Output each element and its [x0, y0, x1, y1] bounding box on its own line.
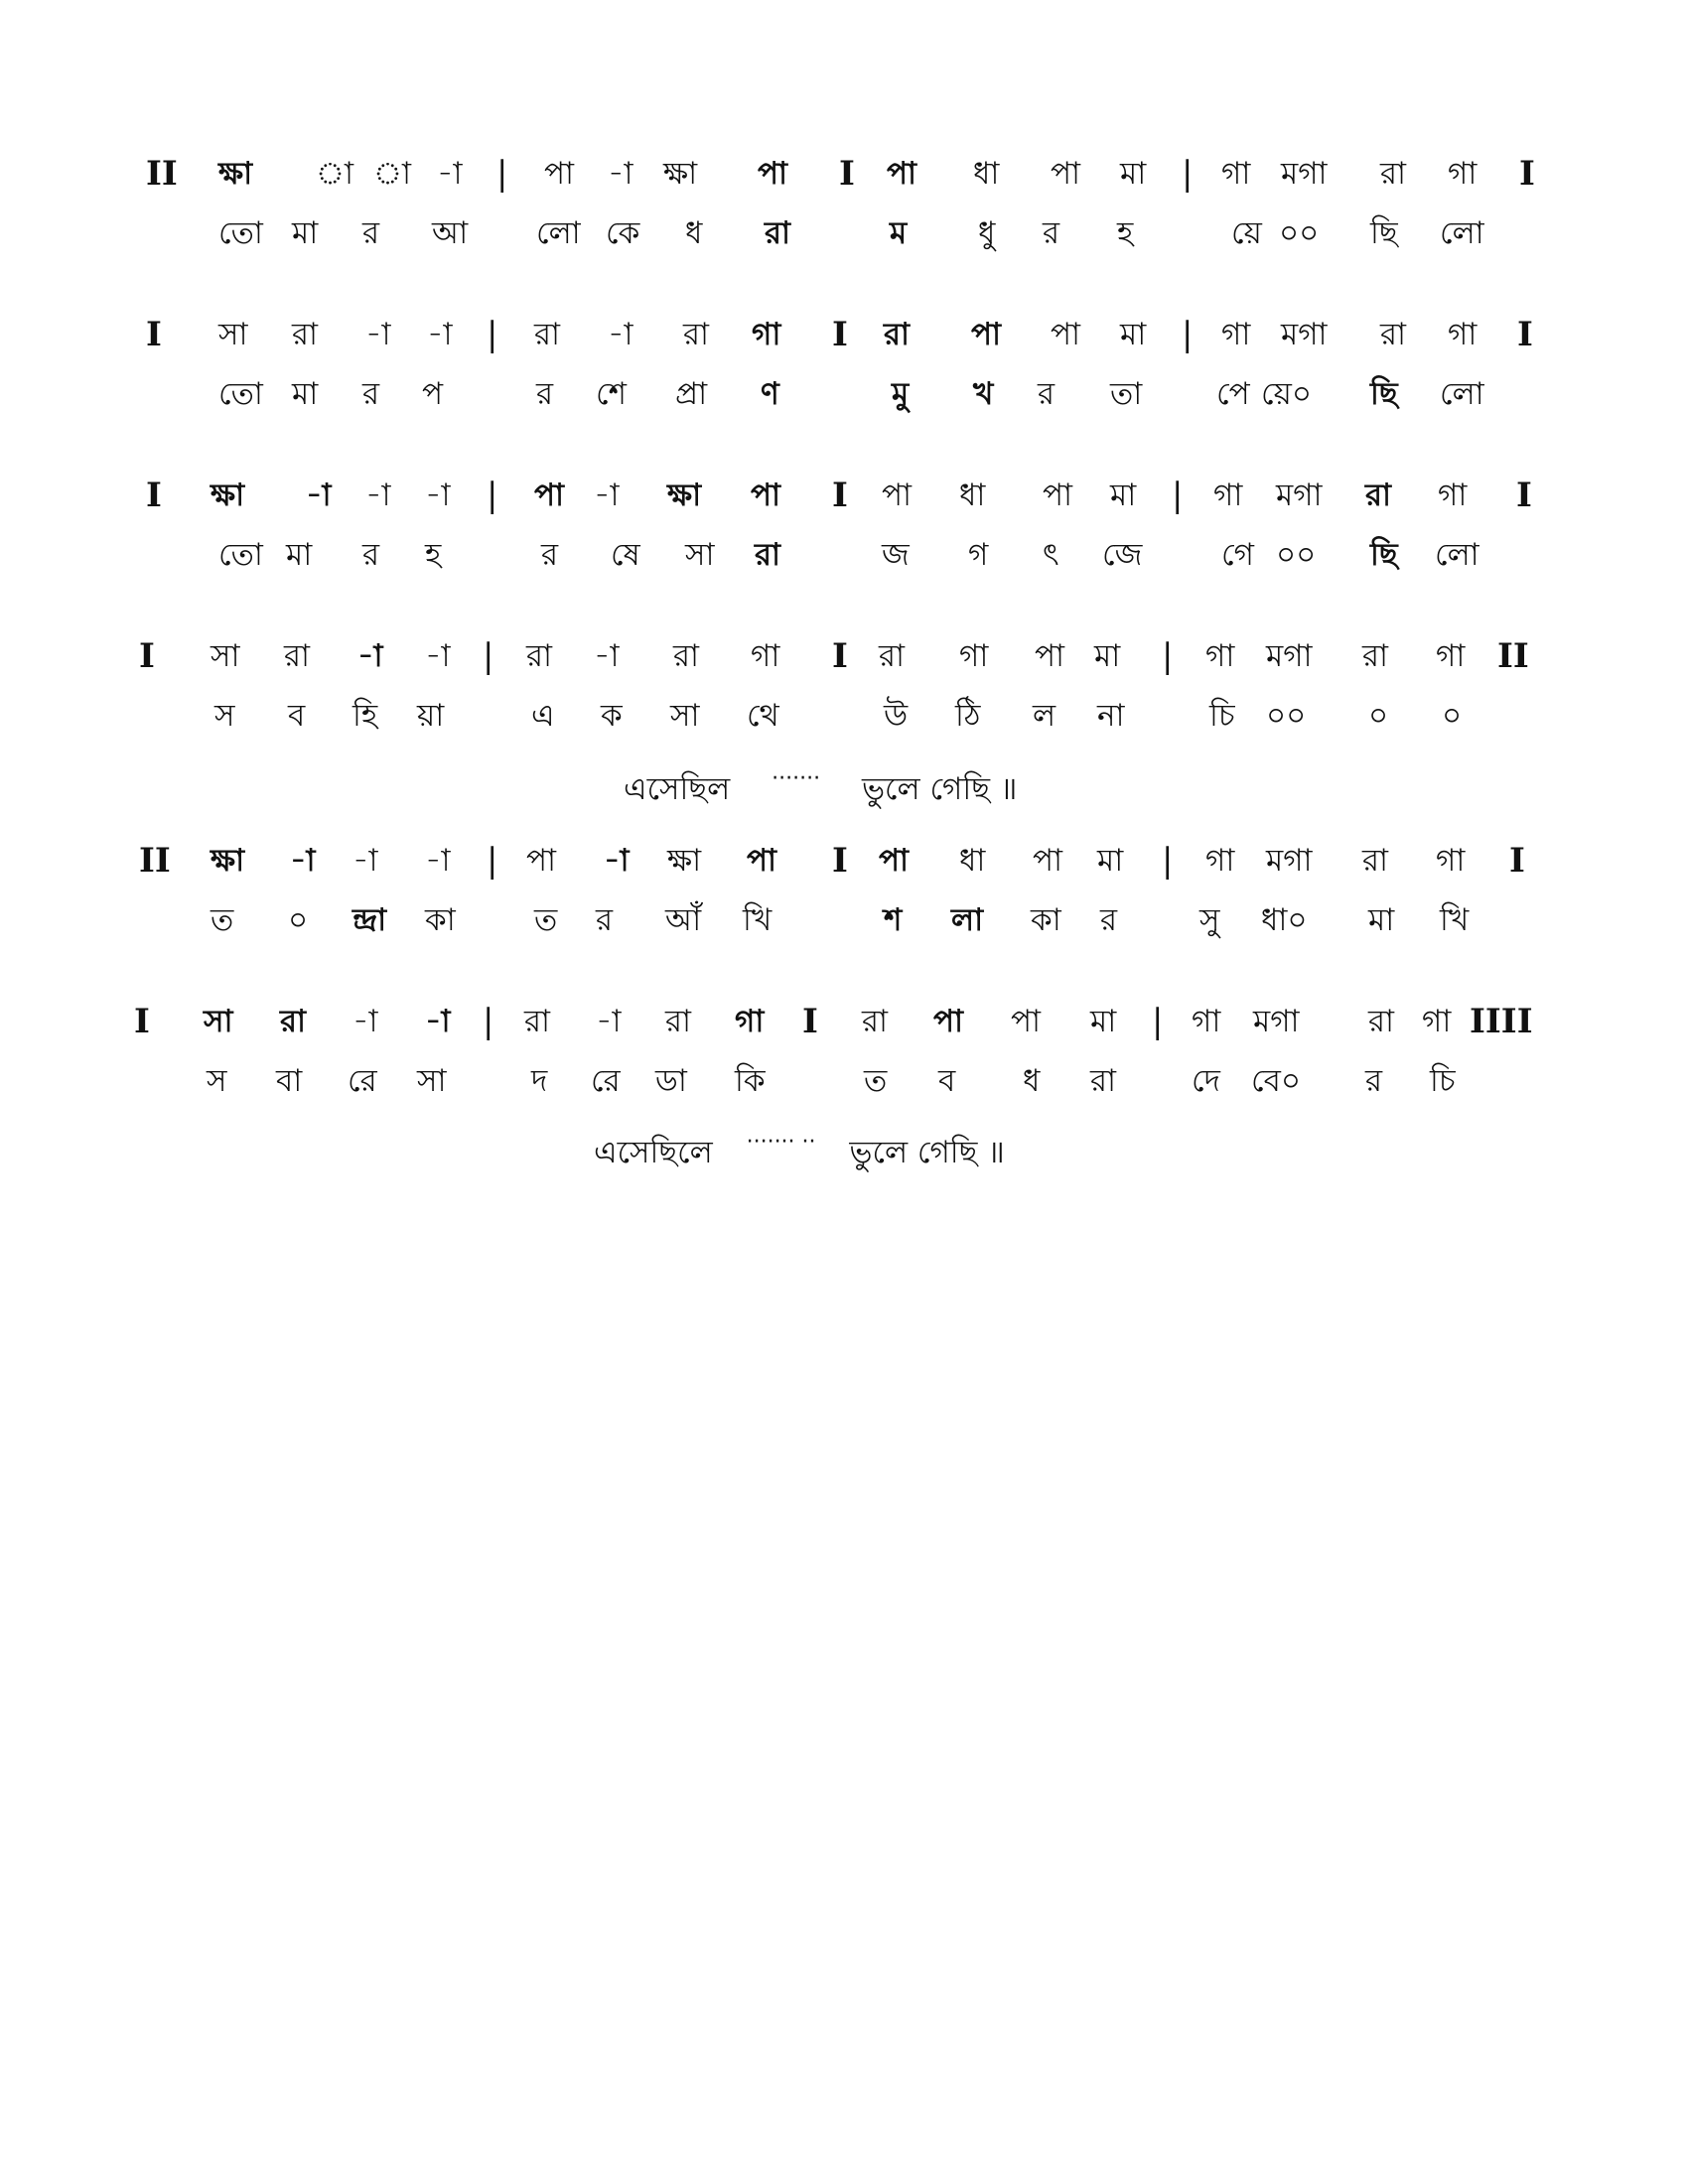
syllable: য়া — [417, 698, 445, 734]
note: মা — [1110, 478, 1137, 513]
note: মগা — [1266, 843, 1313, 879]
syllable: খ — [973, 376, 994, 412]
syllable: র — [1100, 902, 1118, 938]
syllable: আঁ — [665, 902, 702, 938]
syllable: ল — [1033, 698, 1056, 734]
note: -া — [608, 156, 633, 192]
note: রা — [1362, 638, 1389, 674]
note: পা — [971, 317, 1002, 352]
note: পা — [887, 156, 917, 192]
syllable: তো — [218, 537, 263, 573]
note: পা — [751, 478, 781, 513]
note: -া — [427, 317, 453, 352]
note: ক্ষা — [218, 156, 253, 192]
note: রা — [526, 638, 553, 674]
bar-line: | — [483, 1002, 494, 1041]
note: রা — [683, 317, 710, 352]
note: সা — [204, 1004, 233, 1039]
syllable: সু — [1199, 902, 1220, 938]
note: ক্ষা — [667, 478, 702, 513]
bar-symbol: I — [1519, 154, 1535, 194]
syllable: থে — [747, 698, 779, 734]
syllable: র — [362, 376, 380, 412]
note: সা — [218, 317, 248, 352]
bar-symbol: IIII — [1470, 1002, 1533, 1041]
note: পা — [526, 843, 557, 879]
syllable: ০০ — [1266, 698, 1307, 734]
note: -া — [425, 638, 451, 674]
note: গা — [1213, 478, 1243, 513]
syllable: র — [596, 902, 614, 938]
syllable: জে — [1102, 537, 1143, 573]
syllable: ক — [601, 698, 623, 734]
syllable: রে — [591, 1063, 621, 1099]
syllable: বা — [276, 1063, 303, 1099]
note: ক্ষা — [663, 156, 698, 192]
syllable: মা — [292, 215, 319, 251]
note: -া — [604, 843, 630, 879]
syllable: য়ে — [1231, 215, 1262, 251]
note: পা — [758, 156, 788, 192]
syllable: ধ — [1023, 1063, 1041, 1099]
syllable: ছি — [1370, 376, 1398, 412]
syllable: জ — [882, 537, 910, 573]
note: সা — [211, 638, 240, 674]
syllable: র — [362, 537, 380, 573]
syllable: ছি — [1370, 537, 1398, 573]
syllable: স — [207, 1063, 227, 1099]
syllable: সা — [685, 537, 715, 573]
note: -া — [306, 478, 332, 513]
note: গা — [1192, 1004, 1221, 1039]
syllable: প — [422, 376, 444, 412]
note: মা — [1094, 638, 1121, 674]
bar-symbol: II — [139, 841, 171, 881]
note: -া — [365, 317, 391, 352]
note: গা — [1436, 843, 1466, 879]
refrain-ellipsis: ······· ·· — [746, 1130, 816, 1155]
bar-line: | — [483, 636, 494, 676]
note: মা — [1120, 317, 1147, 352]
note: রা — [284, 638, 311, 674]
note: গা — [1422, 1004, 1452, 1039]
syllable: ডা — [655, 1063, 687, 1099]
syllable: হ — [1117, 215, 1134, 251]
lyrics-row — [0, 369, 1688, 419]
bar-line: | — [487, 476, 498, 515]
note: রা — [292, 317, 319, 352]
syllable: দে — [1192, 1063, 1220, 1099]
syllable: তা — [1110, 376, 1143, 412]
syllable: তো — [218, 376, 263, 412]
syllable: ণ — [761, 376, 779, 412]
lyrics-row — [0, 530, 1688, 580]
note: পা — [534, 478, 565, 513]
note: া — [373, 156, 412, 192]
syllable: শ — [884, 902, 903, 938]
note: মগা — [1253, 1004, 1300, 1039]
note: মা — [1120, 156, 1147, 192]
note: পা — [1033, 843, 1063, 879]
bar-line: | — [1162, 841, 1174, 881]
bar-line: | — [1162, 636, 1174, 676]
refrain-start: এসেছিলে — [594, 1135, 713, 1170]
syllable: পে — [1216, 376, 1250, 412]
syllable: মু — [892, 376, 910, 412]
bar-line: | — [487, 315, 498, 354]
refrain-end: ভুলে গেছি ॥ — [861, 771, 1018, 807]
bar-line: | — [487, 841, 498, 881]
bar-symbol: I — [139, 636, 155, 676]
note: -া — [608, 317, 633, 352]
note: রা — [665, 1004, 692, 1039]
note: ক্ষা — [211, 478, 245, 513]
note: গা — [1221, 156, 1251, 192]
bar-symbol: II — [146, 154, 178, 194]
syllable: লো — [1440, 215, 1484, 251]
syllable: উ — [884, 698, 909, 734]
syllable: র — [362, 215, 380, 251]
note: -া — [352, 1004, 378, 1039]
syllable: মা — [286, 537, 313, 573]
bar-symbol: I — [832, 315, 848, 354]
notation-row — [0, 997, 1688, 1046]
note: ধা — [973, 156, 1000, 192]
syllable: রে — [348, 1063, 377, 1099]
lyrics-row — [0, 208, 1688, 258]
note: পা — [879, 843, 910, 879]
syllable: চি — [1209, 698, 1235, 734]
syllable: কা — [1031, 902, 1061, 938]
syllable: বে০ — [1251, 1063, 1301, 1099]
syllable: না — [1097, 698, 1125, 734]
syllable: ০০ — [1279, 215, 1320, 251]
syllable: ব — [938, 1063, 956, 1099]
note: রা — [1365, 478, 1392, 513]
bar-symbol: I — [146, 476, 162, 515]
syllable: ধা০ — [1261, 902, 1308, 938]
syllable: কা — [425, 902, 456, 938]
syllable: দ — [531, 1063, 548, 1099]
lyrics-row — [0, 895, 1688, 945]
note: মগা — [1281, 156, 1328, 192]
syllable: ত — [534, 902, 558, 938]
note: রা — [524, 1004, 551, 1039]
syllable: সা — [417, 1063, 447, 1099]
syllable: ত — [211, 902, 234, 938]
bar-symbol: I — [832, 636, 848, 676]
notation-row — [0, 149, 1688, 199]
bar-symbol: II — [1497, 636, 1529, 676]
bar-symbol: I — [832, 841, 848, 881]
syllable: রা — [755, 537, 781, 573]
note: গা — [1448, 156, 1477, 192]
syllable: লো — [1435, 537, 1479, 573]
note: গা — [1436, 638, 1466, 674]
syllable: ছি — [1370, 215, 1398, 251]
note: রা — [280, 1004, 307, 1039]
notation-row — [0, 836, 1688, 886]
syllable: মা — [1368, 902, 1395, 938]
note: পা — [1051, 156, 1081, 192]
syllable: লো — [1440, 376, 1484, 412]
note: রা — [879, 638, 906, 674]
note: রা — [1362, 843, 1389, 879]
note: রা — [862, 1004, 889, 1039]
syllable: ৎ — [1043, 537, 1059, 573]
syllable: রা — [1090, 1063, 1117, 1099]
note: রা — [1380, 156, 1407, 192]
syllable: চি — [1430, 1063, 1456, 1099]
bar-line: | — [1182, 315, 1194, 354]
note: মা — [1090, 1004, 1117, 1039]
note: রা — [673, 638, 700, 674]
syllable: য়ে০ — [1261, 376, 1312, 412]
notation-row — [0, 471, 1688, 520]
note: মগা — [1276, 478, 1323, 513]
syllable: আ — [432, 215, 469, 251]
note: গা — [751, 638, 780, 674]
note: ক্ষা — [667, 843, 702, 879]
note: রা — [534, 317, 561, 352]
syllable: হ — [425, 537, 442, 573]
bar-symbol: I — [832, 476, 848, 515]
note: গা — [1221, 317, 1251, 352]
syllable: এ — [531, 698, 555, 734]
bar-line: | — [496, 154, 508, 194]
note: রা — [1368, 1004, 1395, 1039]
syllable: খি — [1440, 902, 1470, 938]
note: গা — [752, 317, 781, 352]
bar-line: | — [1172, 476, 1184, 515]
notation-row — [0, 631, 1688, 681]
note: মগা — [1266, 638, 1313, 674]
bar-symbol: I — [146, 315, 162, 354]
syllable: রা — [765, 215, 791, 251]
note: -া — [437, 156, 463, 192]
refrain-line — [624, 764, 1017, 814]
note: পা — [1011, 1004, 1042, 1039]
syllable: ধু — [978, 215, 996, 251]
note: পা — [933, 1004, 964, 1039]
note: গা — [735, 1004, 765, 1039]
syllable: লো — [536, 215, 581, 251]
syllable: র — [541, 537, 559, 573]
note: পা — [1035, 638, 1065, 674]
syllable: মা — [292, 376, 319, 412]
syllable: খি — [743, 902, 773, 938]
note: গা — [1205, 638, 1235, 674]
lyrics-row — [0, 1056, 1688, 1106]
syllable: গে — [1221, 537, 1254, 573]
note: পা — [1043, 478, 1073, 513]
syllable: র — [1038, 376, 1055, 412]
syllable: তো — [218, 215, 263, 251]
note: গা — [1448, 317, 1477, 352]
note: -া — [425, 478, 451, 513]
syllable: সা — [670, 698, 700, 734]
syllable: ন্দ্রা — [352, 902, 387, 938]
syllable: গ — [968, 537, 989, 573]
note: -া — [596, 1004, 622, 1039]
note: গা — [1205, 843, 1235, 879]
syllable: ম — [890, 215, 908, 251]
note: -া — [425, 1004, 451, 1039]
syllable: লা — [951, 902, 984, 938]
note: মা — [1097, 843, 1124, 879]
syllable: স — [214, 698, 235, 734]
note: ক্ষা — [211, 843, 245, 879]
bar-symbol: I — [1516, 476, 1532, 515]
note: -া — [357, 638, 383, 674]
syllable: ষে — [611, 537, 640, 573]
syllable: ব — [288, 698, 306, 734]
note: পা — [1051, 317, 1081, 352]
note: মগা — [1281, 317, 1328, 352]
note: -া — [352, 843, 378, 879]
bar-symbol: I — [839, 154, 855, 194]
bar-symbol: I — [802, 1002, 818, 1041]
syllable: র — [1043, 215, 1060, 251]
note: রা — [884, 317, 911, 352]
syllable: হি — [352, 698, 378, 734]
syllable: ০ — [288, 902, 309, 938]
refrain-end: ভুলে গেছি ॥ — [849, 1135, 1005, 1170]
syllable: র — [536, 376, 554, 412]
bar-symbol: I — [134, 1002, 150, 1041]
lyrics-row — [0, 691, 1688, 741]
syllable: কে — [606, 215, 640, 251]
note: -া — [290, 843, 316, 879]
syllable: র — [1365, 1063, 1383, 1099]
note: পা — [747, 843, 777, 879]
syllable: প্রা — [675, 376, 708, 412]
refrain-ellipsis: ······· — [772, 766, 821, 791]
syllable: ০ — [1368, 698, 1389, 734]
note: -া — [425, 843, 451, 879]
bar-symbol: I — [1517, 315, 1533, 354]
syllable: ঠি — [955, 698, 981, 734]
note: পা — [882, 478, 913, 513]
note: গা — [1438, 478, 1468, 513]
note: -া — [594, 478, 620, 513]
syllable: ধ — [685, 215, 703, 251]
syllable: শে — [596, 376, 627, 412]
note: -া — [594, 638, 620, 674]
note: রা — [1380, 317, 1407, 352]
syllable: ত — [864, 1063, 888, 1099]
note: -া — [365, 478, 391, 513]
note: গা — [959, 638, 989, 674]
note: ধা — [959, 843, 986, 879]
note: া — [316, 156, 354, 192]
bar-line: | — [1152, 1002, 1164, 1041]
note: ধা — [959, 478, 986, 513]
syllable: ০০ — [1276, 537, 1317, 573]
bar-line: | — [1182, 154, 1194, 194]
refrain-start: এসেছিল — [624, 771, 731, 807]
refrain-line — [594, 1128, 1005, 1177]
note: পা — [544, 156, 575, 192]
syllable: ০ — [1442, 698, 1463, 734]
notation-row — [0, 310, 1688, 359]
bar-symbol: I — [1509, 841, 1525, 881]
syllable: কি — [735, 1063, 766, 1099]
